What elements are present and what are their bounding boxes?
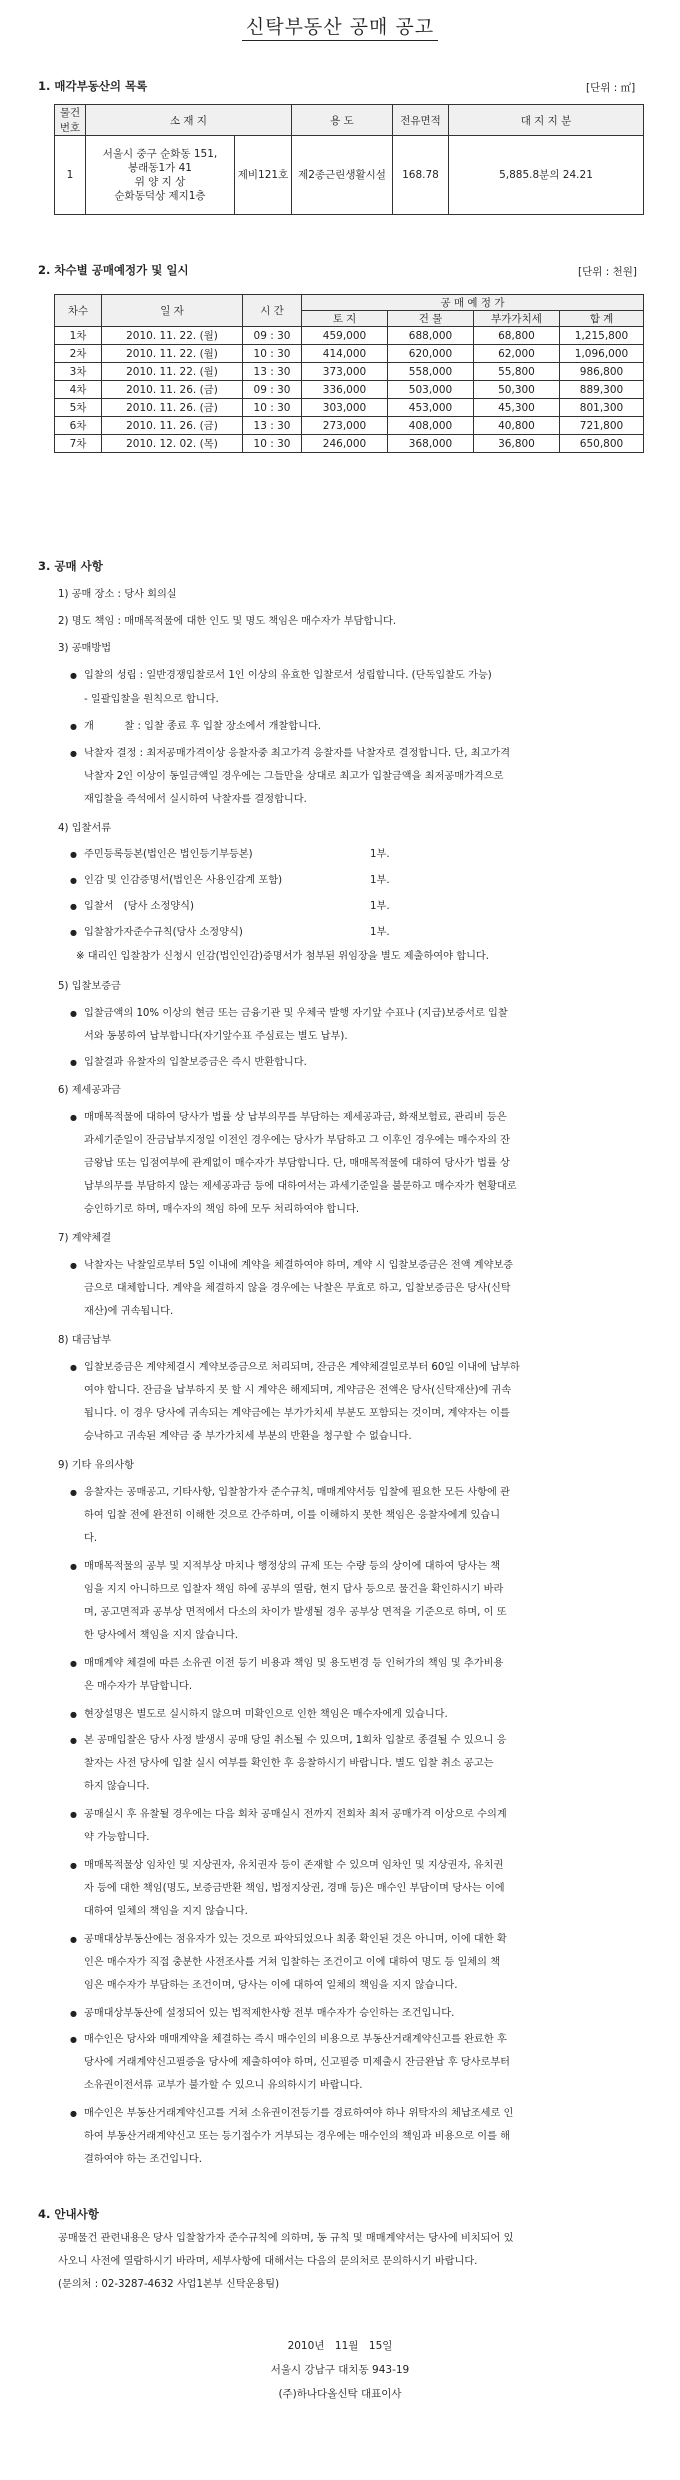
cell-land: 414,000 bbox=[302, 345, 388, 363]
location-line-2: 봉래동1가 41 bbox=[128, 162, 192, 174]
cell-round: 7차 bbox=[55, 435, 102, 453]
bullet-deposit-amount: ● 입찰금액의 10% 이상의 현금 또는 금융기관 및 우체국 발행 자기앞 수표나 (지급)보증서로 입찰 bbox=[84, 1003, 508, 1024]
tenants-line-2: 자 등에 대한 책임(명도, 보증금반환 책임, 법정지상권, 경매 등)은 매수인 부담이며 당사는 이에 bbox=[84, 1883, 505, 1894]
bullet-bid-opening: ● 개 찰 : 입찰 종료 후 입찰 장소에서 개찰합니다. bbox=[84, 716, 321, 737]
item-eviction-liability: 2) 명도 책임 : 매매목적물에 대한 인도 및 명도 책임은 매수자가 부담합니다. bbox=[58, 616, 397, 627]
winner-decision-line-2: 낙찰자 2인 이상이 동일금액일 경우에는 그들만을 상대로 최고가 입찰금액을 최저공매가격으로 bbox=[84, 771, 504, 782]
header-location: 소 재 지 bbox=[86, 105, 292, 136]
cell-use: 제2종근린생활시설 bbox=[292, 136, 393, 215]
header-land: 토 지 bbox=[302, 311, 388, 327]
cell-time: 13 : 30 bbox=[243, 363, 302, 381]
item-other-notes: 9) 기타 유의사항 bbox=[58, 1460, 134, 1471]
cell-vat: 40,800 bbox=[474, 417, 560, 435]
item-payment: 8) 대금납부 bbox=[58, 1335, 112, 1346]
taxes-detail-line-4: 납부의무를 부담하지 않는 제세공과금 등에 대하여서는 과세기준일을 불문하고 매수자가 현황대로 bbox=[84, 1181, 517, 1192]
cell-total: 889,300 bbox=[560, 381, 644, 399]
cell-time: 10 : 30 bbox=[243, 399, 302, 417]
transaction-report-line-3: 소유권이전서류 교부가 불가할 수 있으니 유의하시기 바랍니다. bbox=[84, 2080, 363, 2091]
cell-land: 336,000 bbox=[302, 381, 388, 399]
table-row bbox=[55, 345, 644, 363]
bullet-deposit-refund: ● 입찰결과 유찰자의 입찰보증금은 즉시 반환합니다. bbox=[84, 1052, 307, 1073]
company-address: 서울시 강남구 대치동 943-19 bbox=[270, 2364, 410, 2376]
copies-count: 1부. bbox=[370, 875, 390, 886]
cell-land: 373,000 bbox=[302, 363, 388, 381]
item-bid-documents: 4) 입찰서류 bbox=[58, 823, 112, 834]
section3-heading: 3. 공매 사항 bbox=[38, 559, 103, 573]
cell-round: 2차 bbox=[55, 345, 102, 363]
cell-date: 2010. 11. 22. (월) bbox=[102, 327, 243, 345]
cell-total: 986,800 bbox=[560, 363, 644, 381]
bullet-taxes-detail: ● 매매목적물에 대하여 당사가 법률 상 납부의무를 부담하는 제세공과금, 화재보험료, 관리비 등은 bbox=[84, 1107, 507, 1128]
table-row bbox=[55, 381, 644, 399]
tenants-line-3: 대하여 일체의 책임을 지지 않습니다. bbox=[84, 1906, 248, 1917]
cell-date: 2010. 12. 02. (목) bbox=[102, 435, 243, 453]
table-row bbox=[55, 327, 644, 345]
location-line-4: 순화동덕상 제지1층 bbox=[114, 190, 206, 202]
item-auction-place: 1) 공매 장소 : 당사 회의실 bbox=[58, 589, 177, 600]
header-area: 전유면적 bbox=[393, 105, 449, 136]
cell-round: 4차 bbox=[55, 381, 102, 399]
company-representative: (주)하나다올신탁 대표이사 bbox=[278, 2388, 402, 2400]
cell-round: 1차 bbox=[55, 327, 102, 345]
header-planned-price: 공 매 예 정 가 bbox=[302, 295, 644, 311]
copies-count: 1부. bbox=[370, 901, 390, 912]
cell-building: 558,000 bbox=[388, 363, 474, 381]
guide-line-1: 공매물건 관련내용은 당사 입찰참가자 준수규칙에 의하며, 동 규칙 및 매매계약서는 당사에 비치되어 있 bbox=[58, 2233, 514, 2244]
table-row bbox=[55, 435, 644, 453]
section2-unit: [단위 : 천원] bbox=[578, 266, 637, 278]
cell-building: 453,000 bbox=[388, 399, 474, 417]
cell-area: 168.78 bbox=[393, 136, 449, 215]
header-item-no: 물건번호 bbox=[55, 105, 86, 136]
header-building: 건 물 bbox=[388, 311, 474, 327]
contract-detail-line-2: 금으로 대체합니다. 계약을 체결하지 않을 경우에는 낙찰은 무효로 하고, 입찰보증금은 당사(신탁 bbox=[84, 1283, 511, 1294]
bullet-registration-cost: ● 매매계약 체결에 따른 소유권 이전 등기 비용과 책임 및 용도변경 등 인허가의 책임 및 추가비용 bbox=[84, 1653, 503, 1674]
section1-unit: [단위 : ㎡] bbox=[586, 82, 636, 94]
bullet-bid-form: ● 입찰서 (당사 소정양식) bbox=[84, 896, 194, 917]
private-contract-line-2: 약 가능합니다. bbox=[84, 1832, 150, 1843]
table-header-row bbox=[55, 295, 644, 311]
cell-vat: 50,300 bbox=[474, 381, 560, 399]
item-bid-deposit: 5) 입찰보증금 bbox=[58, 981, 121, 992]
bullet-legal-restrictions: ● 공매대상부동산에 설정되어 있는 법적제한사항 전부 매수자가 승인하는 조건입니다. bbox=[84, 2003, 454, 2024]
bullet-public-record: ● 매매목적물의 공부 및 지적부상 마치나 행정상의 규제 또는 수량 등의 상이에 대하여 당사는 책 bbox=[84, 1556, 500, 1577]
cell-land: 459,000 bbox=[302, 327, 388, 345]
header-date: 일 자 bbox=[102, 295, 243, 327]
table-row bbox=[55, 136, 644, 215]
contract-detail-line-3: 재산)에 귀속됩니다. bbox=[84, 1306, 174, 1317]
location-line-1: 서울시 중구 순화동 151, bbox=[102, 148, 218, 160]
public-record-line-2: 임을 지지 아니하므로 입찰자 책임 하에 공부의 열람, 현지 답사 등으로 물건을 확인하시기 바라 bbox=[84, 1584, 504, 1595]
cell-vat: 45,300 bbox=[474, 399, 560, 417]
header-round: 차수 bbox=[55, 295, 102, 327]
cell-round: 5차 bbox=[55, 399, 102, 417]
auction-schedule-table bbox=[54, 294, 644, 453]
cell-round: 6차 bbox=[55, 417, 102, 435]
cell-date: 2010. 11. 22. (월) bbox=[102, 345, 243, 363]
cell-date: 2010. 11. 22. (월) bbox=[102, 363, 243, 381]
cell-vat: 62,000 bbox=[474, 345, 560, 363]
bid-lump-sum-note: - 일괄입찰을 원칙으로 합니다. bbox=[84, 694, 219, 705]
guide-line-2: 사오니 사전에 열람하시기 바라며, 세부사항에 대해서는 다음의 문의처로 문의하시기 바랍니다. bbox=[58, 2256, 478, 2267]
cell-building: 503,000 bbox=[388, 381, 474, 399]
cell-time: 09 : 30 bbox=[243, 327, 302, 345]
transaction-report-line-2: 당사에 거래계약신고필증을 당사에 제출하여야 하며, 신고필증 미제출시 잔금완납 후 당사로부터 bbox=[84, 2057, 511, 2068]
occupants-line-3: 임은 매수자가 부담하는 조건이며, 당사는 이에 대하여 일체의 책임을 지지 않습니다. bbox=[84, 1980, 458, 1991]
table-header-row bbox=[55, 105, 644, 136]
location-line-3: 위 양 지 상 bbox=[134, 176, 186, 188]
header-land-share: 대 지 지 분 bbox=[449, 105, 644, 136]
cell-time: 10 : 30 bbox=[243, 435, 302, 453]
copies-count: 1부. bbox=[370, 927, 390, 938]
table-row bbox=[55, 363, 644, 381]
header-use: 용 도 bbox=[292, 105, 393, 136]
document-title: 신탁부동산 공매 공고 bbox=[0, 12, 680, 39]
cell-time: 09 : 30 bbox=[243, 381, 302, 399]
table-row bbox=[55, 417, 644, 435]
cell-vat: 36,800 bbox=[474, 435, 560, 453]
item-auction-method: 3) 공매방법 bbox=[58, 643, 112, 654]
cell-vat: 55,800 bbox=[474, 363, 560, 381]
cell-building: 408,000 bbox=[388, 417, 474, 435]
bullet-auction-cancel: ● 본 공매입찰은 당사 사정 발생시 공매 당일 취소될 수 있으며, 1회차 입찰로 종결될 수 있으니 응 bbox=[84, 1730, 506, 1751]
public-record-line-4: 한 당사에서 책임을 지지 않습니다. bbox=[84, 1630, 238, 1641]
auction-cancel-line-2: 찰자는 사전 당사에 입찰 실시 여부를 확인한 후 응찰하시기 바랍니다. 별도 입찰 취소 공고는 bbox=[84, 1758, 494, 1769]
bullet-occupants: ● 공매대상부동산에는 점유자가 있는 것으로 파악되었으나 최종 확인된 것은 아니며, 이에 대한 확 bbox=[84, 1929, 507, 1950]
bidder-understanding-line-3: 다. bbox=[84, 1533, 98, 1544]
bullet-private-contract: ● 공매실시 후 유찰될 경우에는 다음 회차 공매실시 전까지 전회차 최저 공매가격 이상으로 수의계 bbox=[84, 1804, 507, 1825]
contact-info: (문의처 : 02-3287-4632 사업1본부 신탁운용팀) bbox=[58, 2279, 280, 2290]
public-record-line-3: 며, 공고면적과 공부상 면적에서 다소의 차이가 발생될 경우 공부상 면적을 기준으로 하며, 이 또 bbox=[84, 1607, 507, 1618]
header-time: 시 간 bbox=[243, 295, 302, 327]
bullet-winner-decision: ● 낙찰자 결정 : 최저공매가격이상 응찰자중 최고가격 응찰자를 낙찰자로 결정합니다. 단, 최고가격 bbox=[84, 743, 510, 764]
payment-detail-line-3: 됩니다. 이 경우 당사에 귀속되는 계약금에는 부가가치세 부분도 포함되는 것이며, 계약자는 이를 bbox=[84, 1408, 510, 1419]
cell-total: 1,215,800 bbox=[560, 327, 644, 345]
bullet-participant-rules: ● 입찰참가자준수규칙(당사 소정양식) bbox=[84, 922, 243, 943]
auction-cancel-line-3: 하지 않습니다. bbox=[84, 1781, 150, 1792]
item-contract: 7) 계약체결 bbox=[58, 1233, 112, 1244]
payment-detail-line-4: 승낙하고 귀속된 계약금 중 부가가치세 부분의 반환을 청구할 수 없습니다. bbox=[84, 1431, 412, 1442]
item-taxes: 6) 제세공과금 bbox=[58, 1085, 121, 1096]
cell-building: 620,000 bbox=[388, 345, 474, 363]
cell-building: 368,000 bbox=[388, 435, 474, 453]
cell-total: 801,300 bbox=[560, 399, 644, 417]
bullet-bidder-understanding: ● 응찰자는 공매공고, 기타사항, 입찰참가자 준수규칙, 매매계약서등 입찰에 필요한 모든 사항에 관 bbox=[84, 1482, 510, 1503]
cell-time: 13 : 30 bbox=[243, 417, 302, 435]
bidder-understanding-line-2: 하여 입찰 전에 완전히 이해한 것으로 간주하며, 이를 이해하지 못한 책임은 응찰자에게 있습니 bbox=[84, 1510, 501, 1521]
bullet-bid-formation: ● 입찰의 성립 : 일반경쟁입찰로서 1인 이상의 유효한 입찰로서 성립합니다. (단독입찰도 가능) bbox=[84, 665, 492, 686]
cell-land: 273,000 bbox=[302, 417, 388, 435]
taxes-detail-line-3: 금왕납 또는 입점여부에 관계없이 매수자가 부담합니다. 단, 매매목적물에 대하여 당사가 법률 상 bbox=[84, 1158, 510, 1169]
bullet-tenants: ● 매매목적물상 임차인 및 지상권자, 유치권자 등이 존재할 수 있으며 임차인 및 지상권자, 유치권 bbox=[84, 1855, 503, 1876]
cell-location bbox=[86, 136, 235, 215]
cell-building: 688,000 bbox=[388, 327, 474, 345]
taxes-detail-line-5: 승인하기로 하며, 매수자의 책임 하에 모두 처리하여야 합니다. bbox=[84, 1204, 360, 1215]
ownership-transfer-line-2: 하여 부동산거래계약신고 또는 등기접수가 거부되는 경우에는 매수인의 책임과 비용으로 이를 해 bbox=[84, 2131, 511, 2142]
winner-decision-line-3: 재입찰을 즉석에서 실시하여 낙찰자를 결정합니다. bbox=[84, 794, 307, 805]
taxes-detail-line-2: 과세기준일이 잔금납부지정일 이전인 경우에는 당사가 부담하고 그 이후인 경우에는 매수자의 잔 bbox=[84, 1135, 511, 1146]
bullet-payment-detail: ● 입찰보증금은 계약체결시 계약보증금으로 처리되며, 잔금은 계약체결일로부터 60일 이내에 납부하 bbox=[84, 1357, 520, 1378]
proxy-bid-note: ※ 대리인 입찰참가 신청시 인감(법인인감)증명서가 첨부된 위임장을 별도 제출하여야 합니다. bbox=[76, 951, 489, 962]
payment-detail-line-2: 여야 합니다. 잔금을 납부하지 못 할 시 계약은 해제되며, 계약금은 전액은 당사(신탁재산)에 귀속 bbox=[84, 1385, 512, 1396]
bullet-contract-detail: ● 낙찰자는 낙찰일로부터 5일 이내에 계약을 체결하여야 하며, 계약 시 입찰보증금은 전액 계약보증 bbox=[84, 1255, 513, 1276]
registration-cost-line-2: 은 매수자가 부담합니다. bbox=[84, 1681, 193, 1692]
cell-total: 650,800 bbox=[560, 435, 644, 453]
deposit-amount-line-2: 서와 동봉하여 납부합니다(자기앞수표 주심료는 별도 납부). bbox=[84, 1031, 348, 1042]
cell-total: 721,800 bbox=[560, 417, 644, 435]
cell-date: 2010. 11. 26. (금) bbox=[102, 381, 243, 399]
cell-land-share: 5,885.8분의 24.21 bbox=[449, 136, 644, 215]
section4-heading: 4. 안내사항 bbox=[38, 2207, 99, 2221]
section2-heading: 2. 차수별 공매예정가 및 일시 bbox=[38, 263, 189, 277]
cell-vat: 68,800 bbox=[474, 327, 560, 345]
header-total: 합 계 bbox=[560, 311, 644, 327]
cell-land: 246,000 bbox=[302, 435, 388, 453]
cell-item-no: 1 bbox=[55, 136, 86, 215]
cell-time: 10 : 30 bbox=[243, 345, 302, 363]
cell-unit-number: 제비121호 bbox=[235, 136, 292, 215]
bullet-transaction-report: ● 매수인은 당사와 매매계약을 체결하는 즉시 매수인의 비용으로 부동산거래계약신고를 완료한 후 bbox=[84, 2029, 507, 2050]
section1-heading: 1. 매각부동산의 목록 bbox=[38, 79, 148, 93]
occupants-line-2: 인은 매수자가 직접 충분한 사전조사를 거쳐 입찰하는 조건이고 이에 대하여 명도 등 일체의 책 bbox=[84, 1957, 501, 1968]
bullet-seal-certificate: ● 인감 및 인감증명서(법인은 사용인감계 포함) bbox=[84, 870, 282, 891]
cell-date: 2010. 11. 26. (금) bbox=[102, 417, 243, 435]
cell-round: 3차 bbox=[55, 363, 102, 381]
bullet-site-briefing: ● 현장설명은 별도로 실시하지 않으며 미확인으로 인한 책임은 매수자에게 있습니다. bbox=[84, 1704, 448, 1725]
ownership-transfer-line-3: 결하여야 하는 조건입니다. bbox=[84, 2154, 202, 2165]
issue-date: 2010년 11월 15일 bbox=[287, 2340, 393, 2352]
bullet-resident-register: ● 주민등록등본(법인은 법인등기부등본) bbox=[84, 844, 253, 865]
bullet-ownership-transfer: ● 매수인은 부동산거래계약신고를 거쳐 소유권이전등기를 경료하여야 하나 위탁자의 체납조세로 인 bbox=[84, 2103, 513, 2124]
cell-total: 1,096,000 bbox=[560, 345, 644, 363]
table-row bbox=[55, 399, 644, 417]
cell-date: 2010. 11. 26. (금) bbox=[102, 399, 243, 417]
property-list-table bbox=[54, 104, 644, 215]
cell-land: 303,000 bbox=[302, 399, 388, 417]
copies-count: 1부. bbox=[370, 849, 390, 860]
header-vat: 부가가치세 bbox=[474, 311, 560, 327]
